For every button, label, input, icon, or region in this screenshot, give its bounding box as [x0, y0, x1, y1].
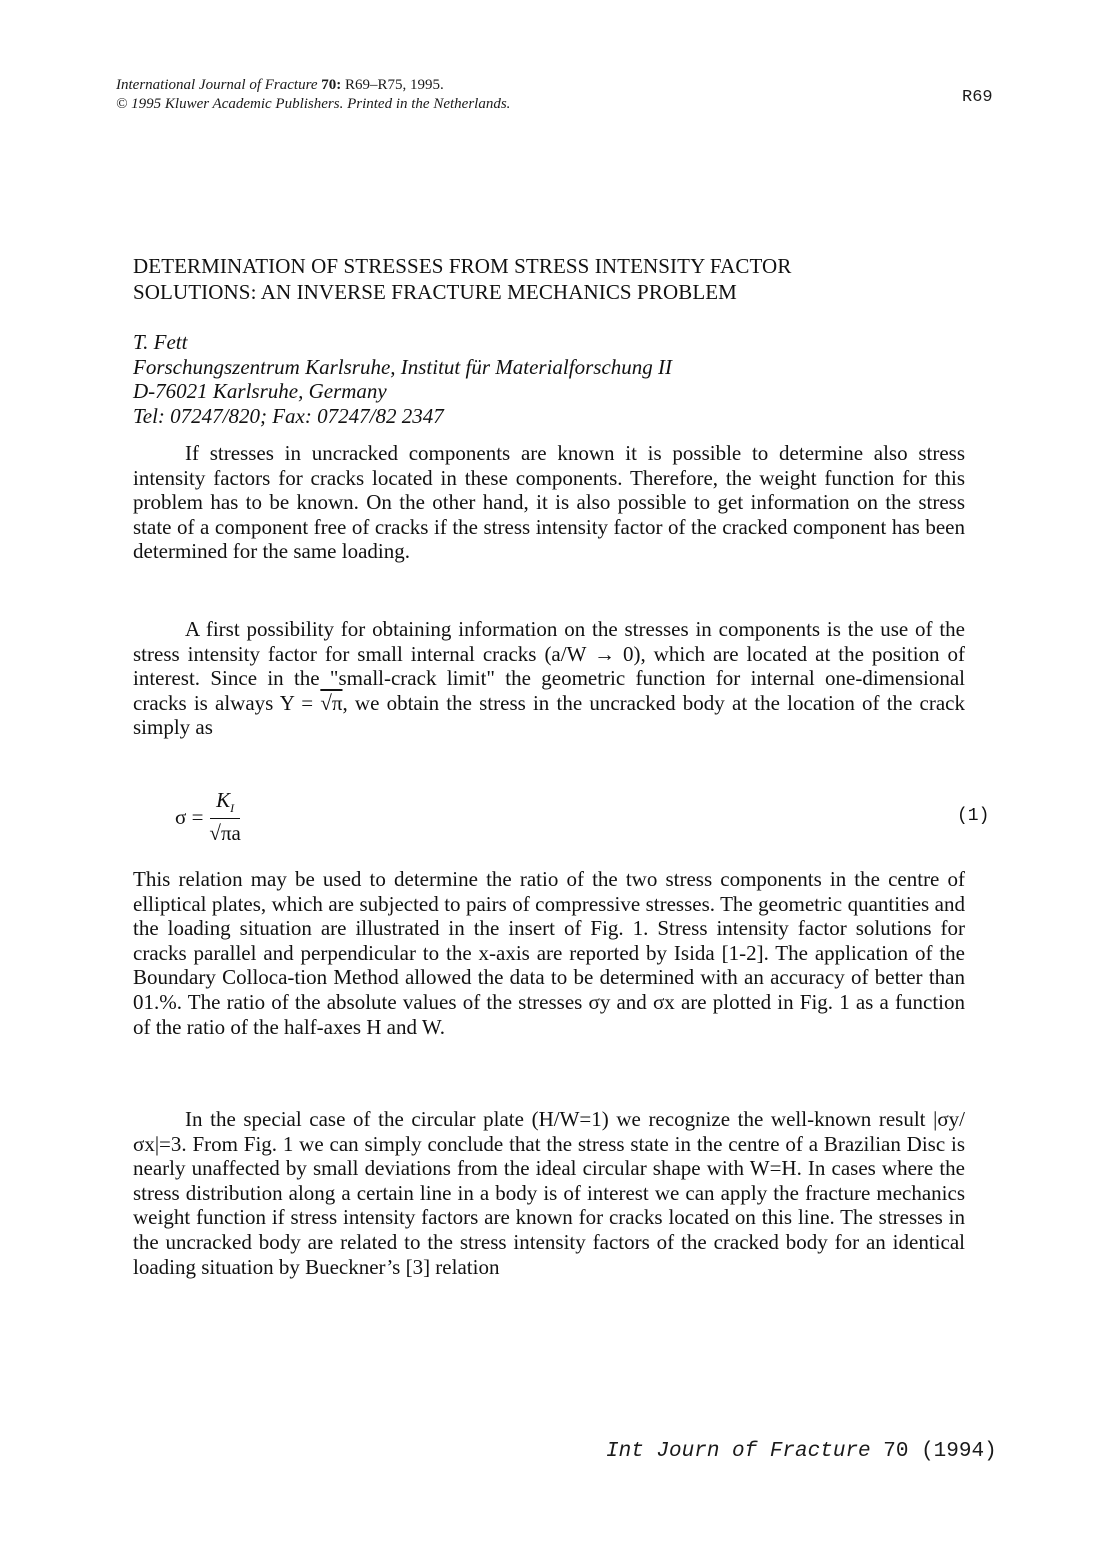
paragraph-2	[133, 617, 965, 740]
journal-header	[116, 76, 510, 114]
paragraph-2-text-a: A first possibility for obtaining information on the stresses in components is the use of the stress intensity factor for small internal cracks (a/W → 0), which are located at the position of interest. Since in the "small-crack limit" the geometric function for internal one-dimensional cracks is always Y =	[133, 617, 965, 715]
sqrt-pi-symbol: √π	[320, 690, 343, 715]
author-contact: Tel: 07247/820; Fax: 07247/82 2347	[133, 403, 444, 428]
equation-denominator: √πa	[209, 821, 241, 846]
author-affiliation: Forschungszentrum Karlsruhe, Institut für Materialforschung II	[133, 354, 672, 379]
equation-1	[175, 788, 241, 846]
paragraph-3: This relation may be used to determine the ratio of the two stress components in the centre of elliptical plates, which are subjected to pairs of compressive stresses. The geometric quantities and the loading situation are illustrated in the insert of Fig. 1. Stress intensity factor solutions for cracks parallel and perpendicular to the x-axis are reported by Isida [1-2]. The application of the Boundary Colloca-tion Method allowed the data to be determined with an accuracy of better than 01.%. The ratio of the absolute values of the stresses σy and σx are plotted in Fig. 1 as a function of the ratio of the half-axes H and W.	[133, 867, 965, 1039]
title-line-1: DETERMINATION OF STRESSES FROM STRESS INTENSITY FACTOR	[133, 254, 792, 278]
equation-numerator-subscript: I	[230, 801, 235, 816]
footer-volume-year: 70 (1994)	[870, 1440, 997, 1463]
title-line-2: SOLUTIONS: AN INVERSE FRACTURE MECHANICS PROBLEM	[133, 280, 737, 304]
journal-volume: 70:	[321, 77, 342, 93]
citation-line	[116, 76, 510, 95]
paragraph-1: If stresses in uncracked components are known it is possible to determine also stress intensity factors for cracks located in these components. Therefore, the weight function for this problem has to be known. On the other hand, it is also possible to get information on the stress state of a component free of cracks if the stress intensity factor of the cracked component has been determined for the same loading.	[133, 441, 965, 564]
footer-journal-abbrev: Int Journ of Fracture	[606, 1440, 871, 1463]
footer-journal-mark	[606, 1440, 997, 1463]
author-block	[133, 330, 672, 428]
paper-title	[133, 253, 983, 305]
equation-numerator-symbol: K	[216, 788, 231, 812]
journal-name: International Journal of Fracture	[116, 77, 318, 93]
equation-lhs: σ =	[175, 804, 204, 829]
equation-number: (1)	[957, 806, 990, 826]
author-address: D-76021 Karlsruhe, Germany	[133, 379, 387, 403]
paragraph-2-text-b: , we obtain the stress in the uncracked body at the location of the crack simply as	[133, 690, 965, 740]
page-number: R69	[962, 88, 993, 107]
journal-pages-year: R69–R75, 1995.	[341, 77, 444, 93]
equation-numerator	[210, 788, 240, 819]
paragraph-4: In the special case of the circular plate (H/W=1) we recognize the well-known result |σy/σx|=3. From Fig. 1 we can simply conclude that the stress state in the centre of a Brazilian Disc is nearly unaffected by small deviations from the ideal circular shape with W=H. In cases where the stress distribution along a certain line in a body is of interest we can apply the fracture mechanics weight function if stress intensity factors are known for cracks located on this line. The stresses in the uncracked body are related to the stress intensity factors of the cracked body for an identical loading situation by Bueckner’s [3] relation	[133, 1107, 965, 1279]
author-name: T. Fett	[133, 330, 188, 354]
equation-fraction	[209, 788, 240, 846]
copyright-line: © 1995 Kluwer Academic Publishers. Printed in the Netherlands.	[116, 96, 511, 112]
